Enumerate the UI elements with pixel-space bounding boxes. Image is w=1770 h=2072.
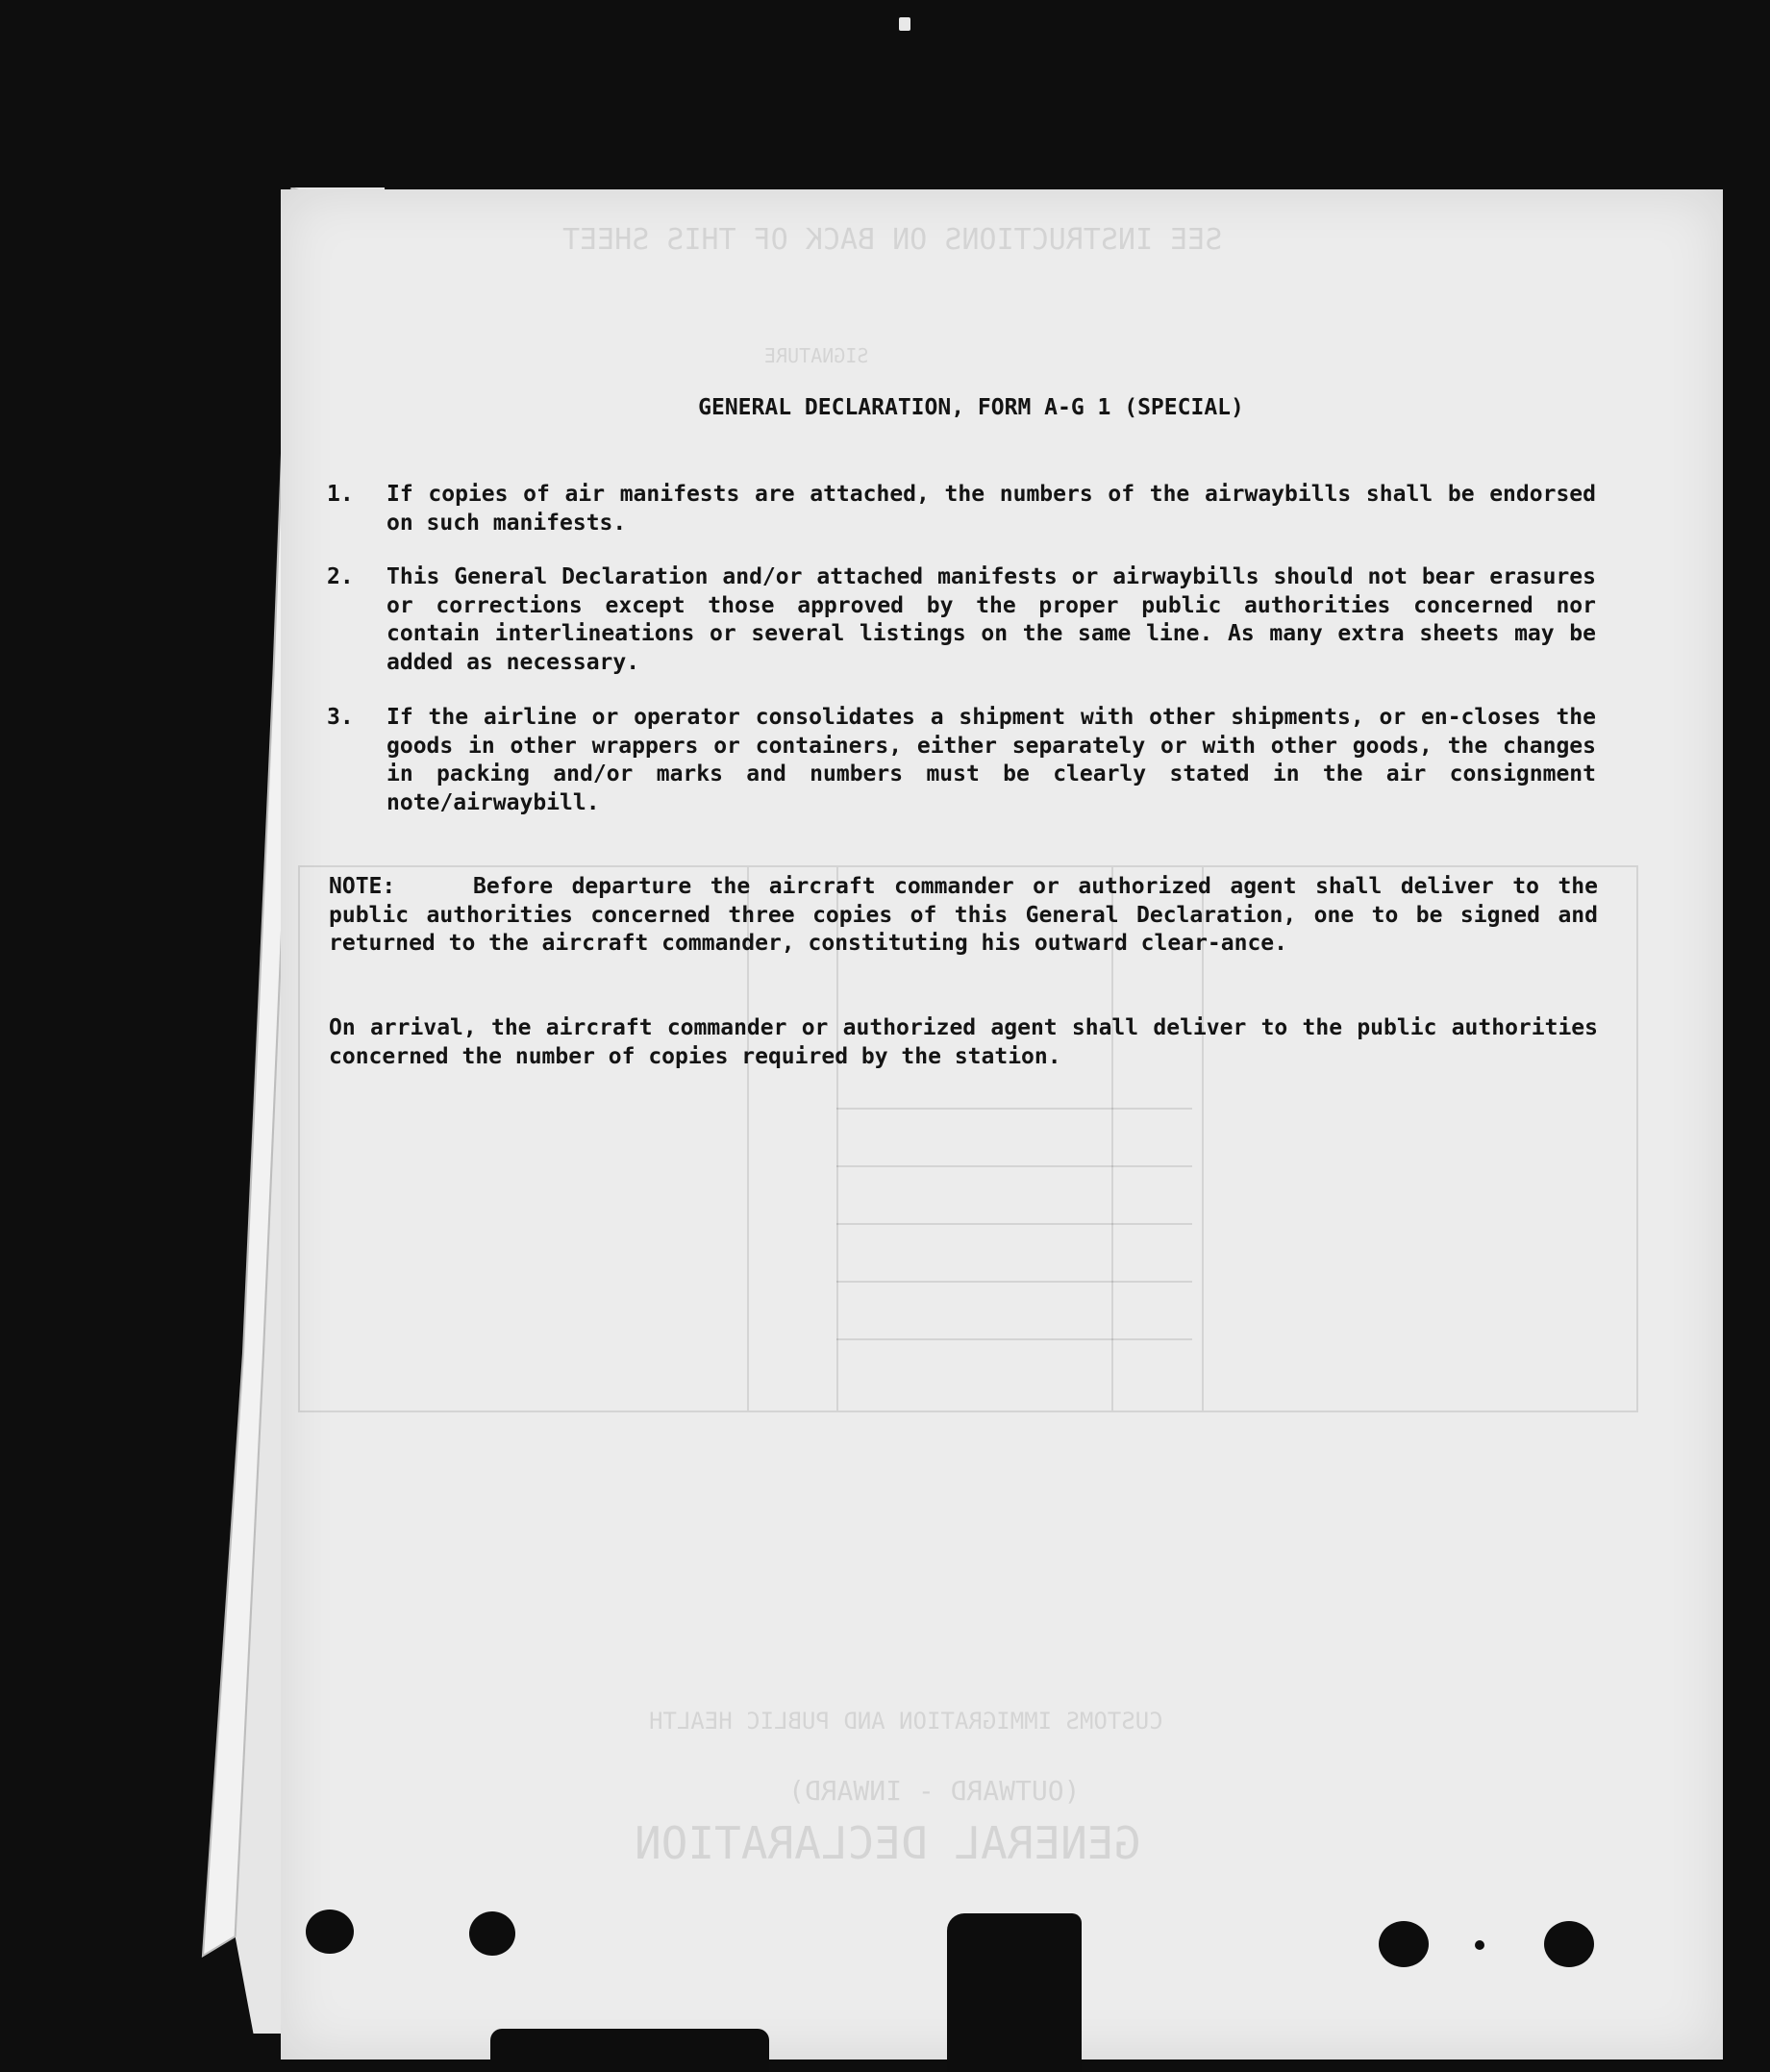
bleed-through-heading-3: CUSTOMS IMMIGRATION AND PUBLIC HEALTH — [649, 1708, 1163, 1735]
item-number: 3. — [327, 705, 354, 730]
item-text: If copies of air manifests are attached, the numbers of the airwaybills shall be endorsed on such manifests. — [386, 482, 1596, 536]
item-number: 1. — [327, 482, 354, 507]
arrival-paragraph: On arrival, the aircraft commander or authorized agent shall deliver to the public authorities concerned the number of copies required by the station. — [329, 1015, 1598, 1069]
item-text: This General Declaration and/or attached manifests or airwaybills should not bear erasures or corrections except those approved by the proper public authorities concerned nor contain interlineations or several listings on the same line. As many extra sheets may be added as necessary. — [386, 564, 1596, 675]
item-text: If the airline or operator consolidates a shipment with other shipments, or en-closes the goods in other wrappers or containers, either separately or with other goods, the changes in packing and/or marks and numbers must be clearly stated in the air consignment note/airwaybill. — [386, 705, 1596, 815]
form-title: GENERAL DECLARATION, FORM A-G 1 (SPECIAL) — [698, 395, 1244, 420]
bleed-through-signature-label: SIGNATURE — [764, 344, 869, 367]
item-number: 2. — [327, 564, 354, 589]
bleed-through-top-line: SEE INSTRUCTIONS ON BACK OF THIS SHEET — [562, 223, 1223, 257]
note-paragraph — [329, 873, 1598, 959]
note-text: Before departure the aircraft commander or authorized agent shall deliver to the public authorities concerned three copies of this General Declaration, one to be signed and returned to the aircraft commander, constituting his outward clear-ance. — [329, 874, 1598, 956]
bleed-through-heading-1: GENERAL DECLARATION — [635, 1817, 1141, 1869]
instruction-item-1 — [327, 481, 1596, 537]
note-label: NOTE: — [329, 874, 396, 899]
instruction-item-3 — [327, 704, 1596, 817]
bleed-through-heading-2: (OUTWARD - INWARD) — [788, 1775, 1081, 1807]
instruction-item-2 — [327, 563, 1596, 677]
